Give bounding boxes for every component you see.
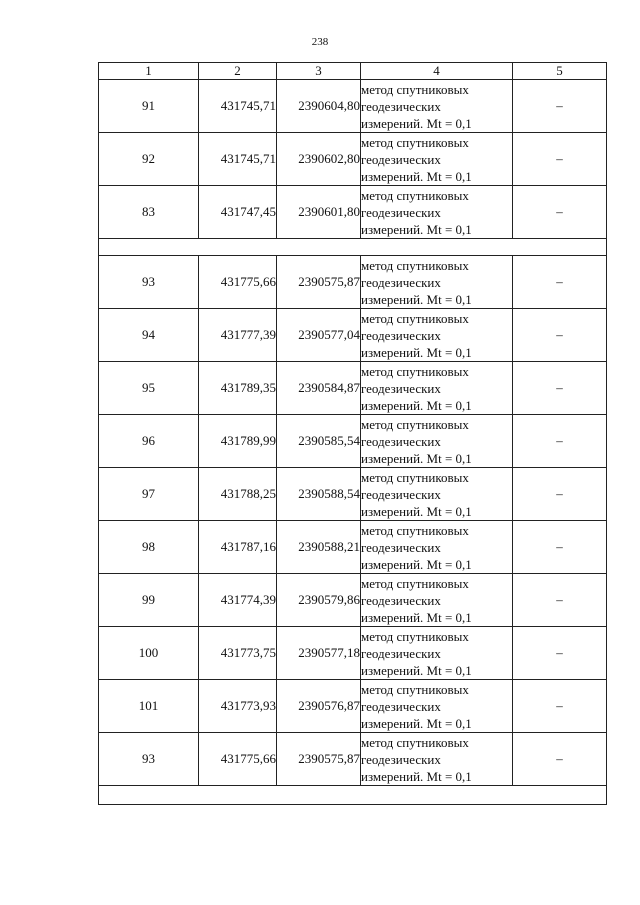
table-row [99, 186, 607, 239]
method-line: геодезических [361, 751, 441, 767]
table-row [99, 574, 607, 627]
column-header-2: 2 [199, 63, 277, 80]
method-line: метод спутниковых [361, 257, 469, 273]
note-cell: – [513, 362, 607, 415]
method-line: измерений. Mt = 0,1 [361, 221, 472, 237]
table-row [99, 80, 607, 133]
point-number-cell: 93 [99, 733, 199, 786]
coordinate-y-cell: 2390601,80 [277, 186, 361, 239]
method-line: измерений. Mt = 0,1 [361, 609, 472, 625]
method-line: метод спутниковых [361, 363, 469, 379]
coordinate-y-cell: 2390576,87 [277, 680, 361, 733]
table-header-row [99, 63, 607, 80]
table-row [99, 362, 607, 415]
method-line: измерений. Mt = 0,1 [361, 503, 472, 519]
table-row [99, 627, 607, 680]
coordinate-x-cell: 431788,25 [199, 468, 277, 521]
table-row [99, 680, 607, 733]
coordinate-y-cell: 2390579,86 [277, 574, 361, 627]
method-cell [361, 627, 513, 680]
method-cell [361, 186, 513, 239]
method-line: геодезических [361, 151, 441, 167]
coordinates-table [98, 62, 607, 805]
point-number-cell: 97 [99, 468, 199, 521]
coordinate-y-cell: 2390577,18 [277, 627, 361, 680]
method-line: измерений. Mt = 0,1 [361, 715, 472, 731]
point-number-cell: 94 [99, 309, 199, 362]
coordinate-x-cell: 431774,39 [199, 574, 277, 627]
method-line: геодезических [361, 645, 441, 661]
coordinate-x-cell: 431775,66 [199, 256, 277, 309]
note-cell: – [513, 680, 607, 733]
method-line: метод спутниковых [361, 310, 469, 326]
method-cell [361, 256, 513, 309]
method-line: геодезических [361, 592, 441, 608]
coordinate-x-cell: 431745,71 [199, 133, 277, 186]
method-line: метод спутниковых [361, 416, 469, 432]
table-row [99, 309, 607, 362]
note-cell: – [513, 733, 607, 786]
method-line: измерений. Mt = 0,1 [361, 115, 472, 131]
separator-row [99, 786, 607, 805]
method-line: геодезических [361, 274, 441, 290]
method-cell [361, 521, 513, 574]
method-cell [361, 309, 513, 362]
table-row [99, 256, 607, 309]
method-line: геодезических [361, 486, 441, 502]
separator-cell [99, 786, 607, 805]
point-number-cell: 83 [99, 186, 199, 239]
method-cell [361, 733, 513, 786]
method-line: геодезических [361, 98, 441, 114]
method-line: геодезических [361, 380, 441, 396]
note-cell: – [513, 133, 607, 186]
column-header-4: 4 [361, 63, 513, 80]
method-line: измерений. Mt = 0,1 [361, 168, 472, 184]
method-line: измерений. Mt = 0,1 [361, 344, 472, 360]
table-row [99, 733, 607, 786]
method-cell [361, 680, 513, 733]
separator-cell [99, 239, 607, 256]
method-cell [361, 80, 513, 133]
method-cell [361, 362, 513, 415]
method-line: метод спутниковых [361, 681, 469, 697]
column-header-5: 5 [513, 63, 607, 80]
point-number-cell: 91 [99, 80, 199, 133]
method-line: метод спутниковых [361, 522, 469, 538]
method-cell [361, 415, 513, 468]
point-number-cell: 92 [99, 133, 199, 186]
method-line: измерений. Mt = 0,1 [361, 556, 472, 572]
method-line: геодезических [361, 539, 441, 555]
coordinate-x-cell: 431787,16 [199, 521, 277, 574]
method-line: метод спутниковых [361, 628, 469, 644]
table-row [99, 415, 607, 468]
method-line: измерений. Mt = 0,1 [361, 291, 472, 307]
coordinate-y-cell: 2390604,80 [277, 80, 361, 133]
note-cell: – [513, 80, 607, 133]
method-line: метод спутниковых [361, 81, 469, 97]
method-line: метод спутниковых [361, 187, 469, 203]
note-cell: – [513, 521, 607, 574]
note-cell: – [513, 627, 607, 680]
note-cell: – [513, 468, 607, 521]
column-header-3: 3 [277, 63, 361, 80]
note-cell: – [513, 256, 607, 309]
coordinate-y-cell: 2390575,87 [277, 256, 361, 309]
coordinate-y-cell: 2390577,04 [277, 309, 361, 362]
coordinate-x-cell: 431745,71 [199, 80, 277, 133]
coordinate-x-cell: 431773,75 [199, 627, 277, 680]
point-number-cell: 99 [99, 574, 199, 627]
point-number-cell: 93 [99, 256, 199, 309]
method-line: геодезических [361, 433, 441, 449]
method-line: метод спутниковых [361, 575, 469, 591]
point-number-cell: 98 [99, 521, 199, 574]
method-line: измерений. Mt = 0,1 [361, 397, 472, 413]
point-number-cell: 101 [99, 680, 199, 733]
page-number: 238 [311, 36, 329, 48]
coordinate-x-cell: 431789,99 [199, 415, 277, 468]
table-row [99, 521, 607, 574]
table-row [99, 468, 607, 521]
point-number-cell: 100 [99, 627, 199, 680]
coordinate-y-cell: 2390588,54 [277, 468, 361, 521]
coordinate-y-cell: 2390602,80 [277, 133, 361, 186]
coordinate-y-cell: 2390575,87 [277, 733, 361, 786]
method-line: геодезических [361, 698, 441, 714]
method-line: геодезических [361, 204, 441, 220]
separator-row [99, 239, 607, 256]
point-number-cell: 96 [99, 415, 199, 468]
note-cell: – [513, 309, 607, 362]
method-line: метод спутниковых [361, 134, 469, 150]
method-line: метод спутниковых [361, 734, 469, 750]
method-line: измерений. Mt = 0,1 [361, 450, 472, 466]
method-cell [361, 574, 513, 627]
coordinate-y-cell: 2390585,54 [277, 415, 361, 468]
table-row [99, 133, 607, 186]
method-line: геодезических [361, 327, 441, 343]
note-cell: – [513, 574, 607, 627]
note-cell: – [513, 186, 607, 239]
coordinate-x-cell: 431777,39 [199, 309, 277, 362]
point-number-cell: 95 [99, 362, 199, 415]
coordinate-y-cell: 2390584,87 [277, 362, 361, 415]
method-line: измерений. Mt = 0,1 [361, 768, 472, 784]
method-cell [361, 133, 513, 186]
coordinate-y-cell: 2390588,21 [277, 521, 361, 574]
table-body [99, 80, 607, 805]
column-header-1: 1 [99, 63, 199, 80]
coordinate-x-cell: 431773,93 [199, 680, 277, 733]
method-line: измерений. Mt = 0,1 [361, 662, 472, 678]
method-line: метод спутниковых [361, 469, 469, 485]
note-cell: – [513, 415, 607, 468]
coordinate-x-cell: 431747,45 [199, 186, 277, 239]
method-cell [361, 468, 513, 521]
coordinate-x-cell: 431775,66 [199, 733, 277, 786]
coordinate-x-cell: 431789,35 [199, 362, 277, 415]
